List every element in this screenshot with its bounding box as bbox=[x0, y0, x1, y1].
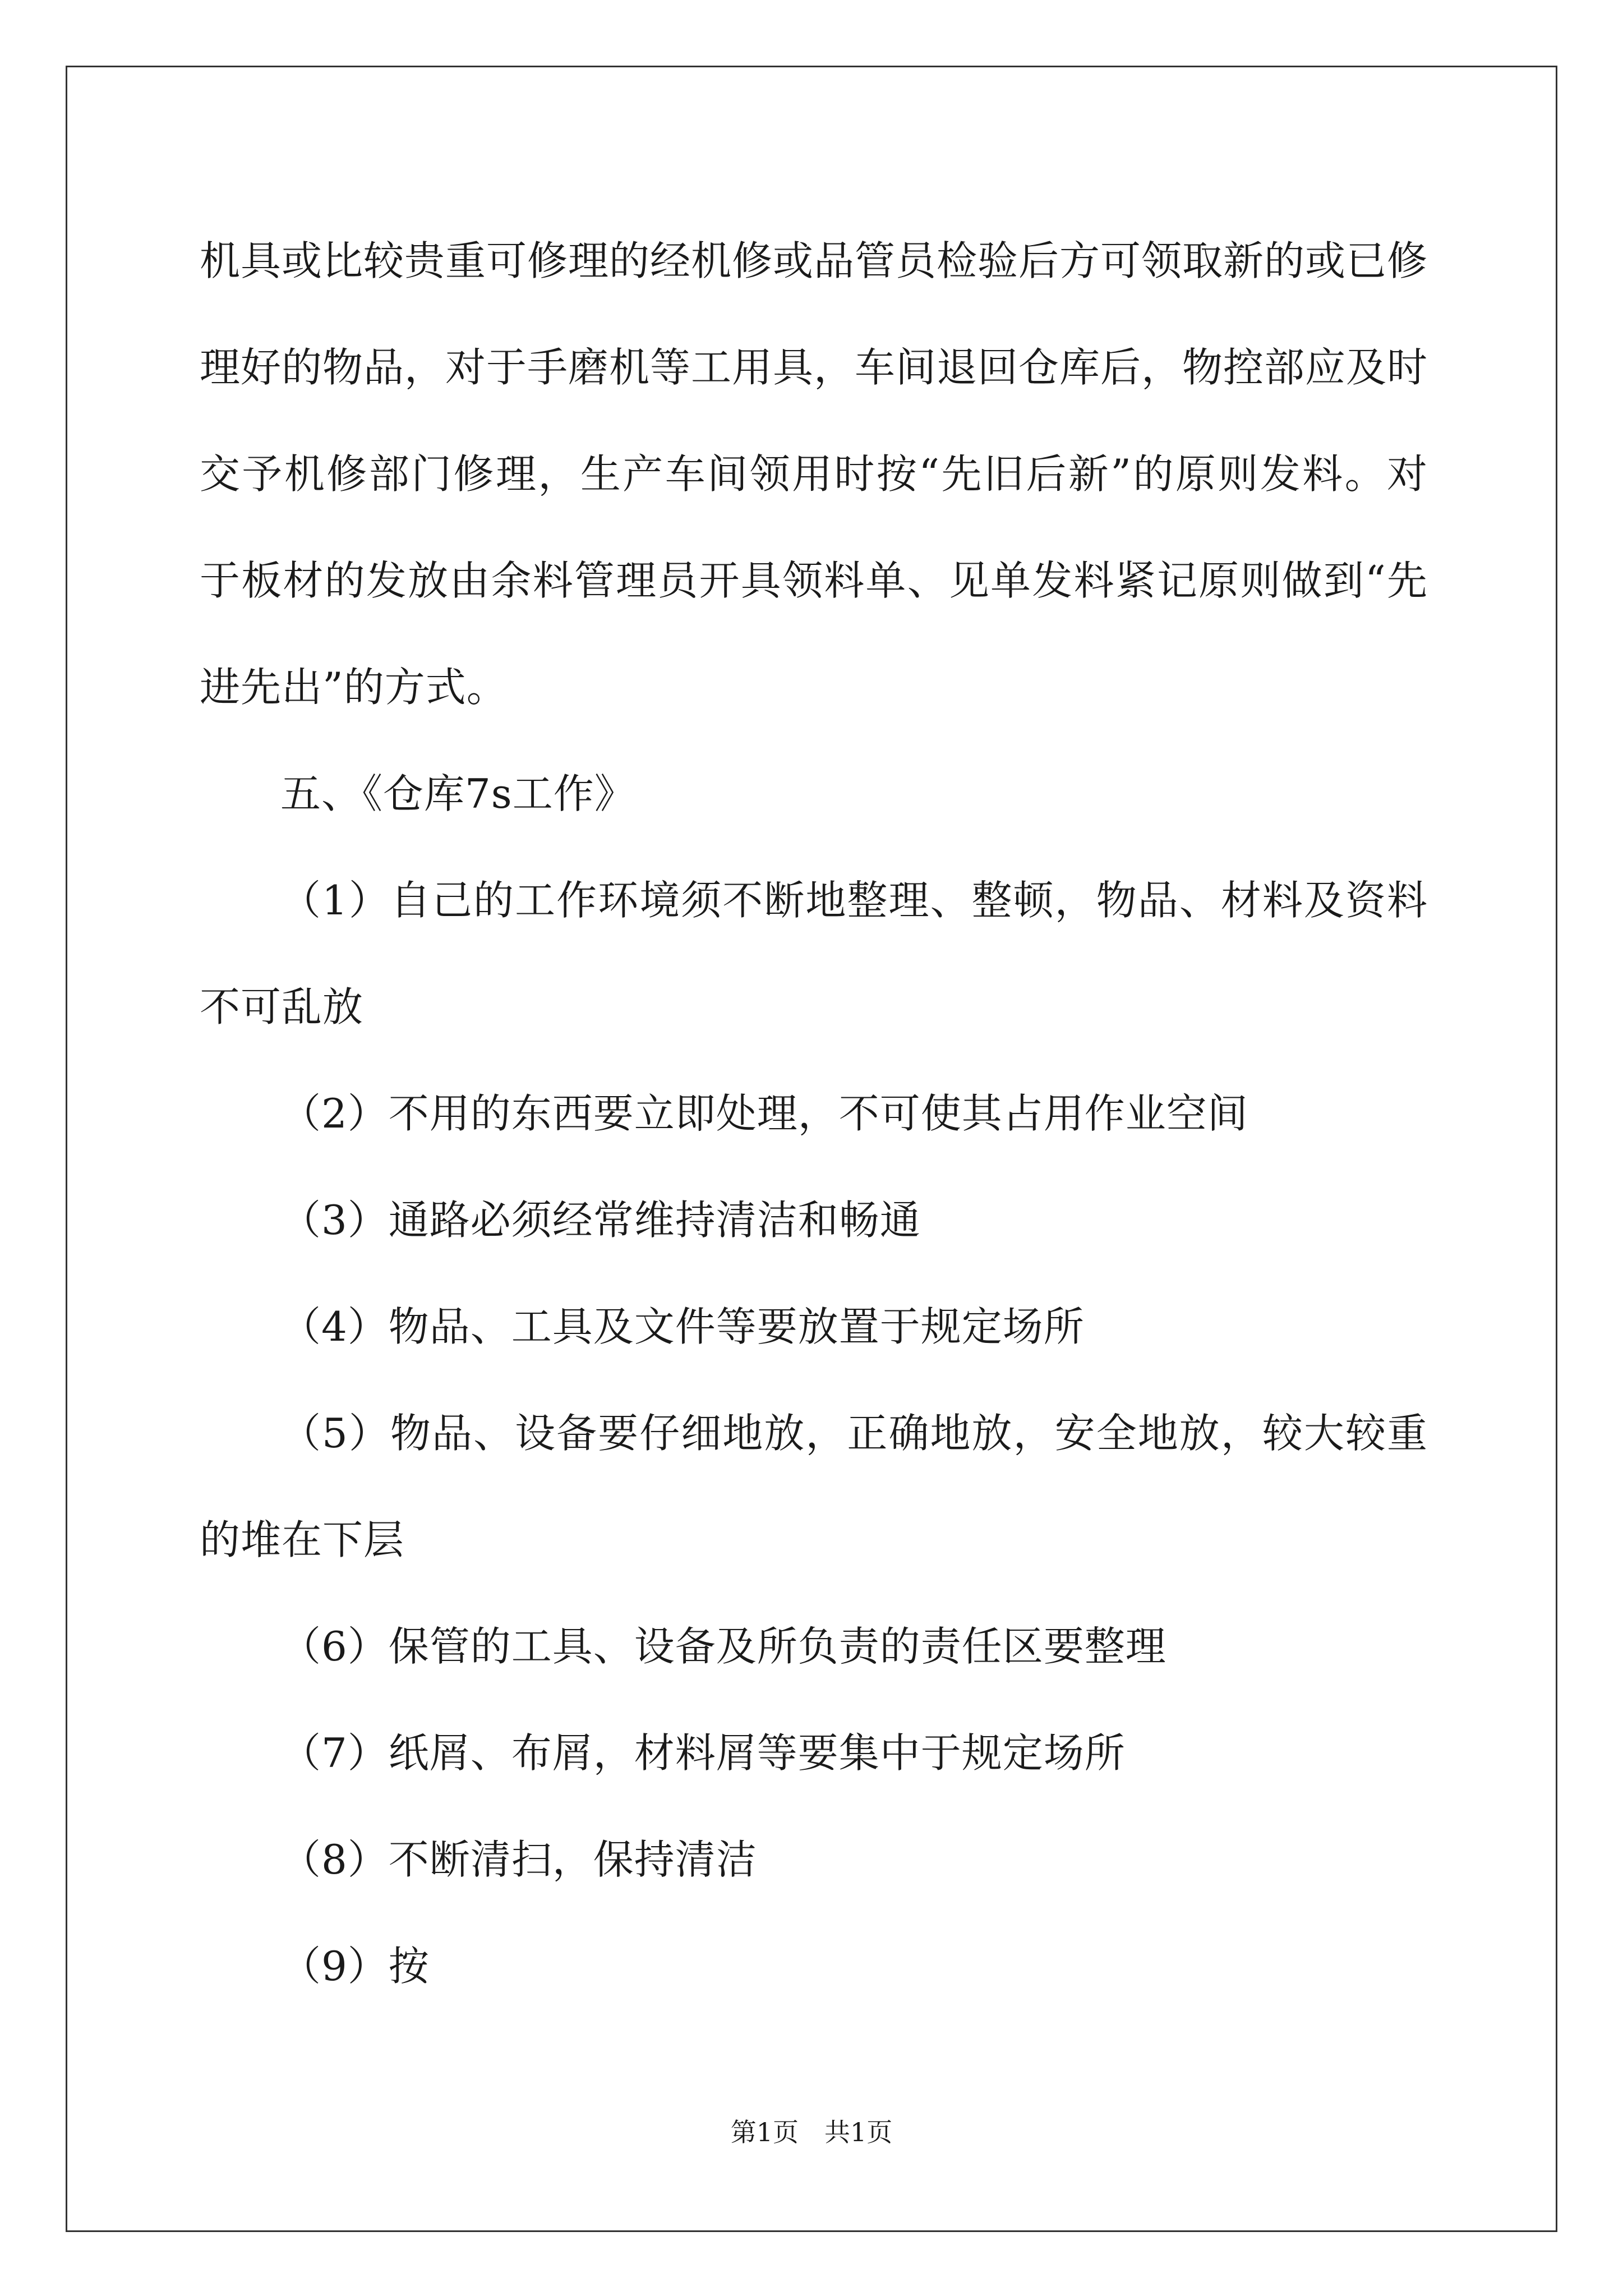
list-item: （6）保管的工具、设备及所负责的责任区要整理 bbox=[280, 1623, 1166, 1670]
page-footer bbox=[0, 2112, 1623, 2149]
page-number-total: 共1页 bbox=[824, 2117, 893, 2147]
list-item: （8）不断清扫，保持清洁 bbox=[280, 1836, 757, 1883]
list-item: （7）纸屑、布屑，材料屑等要集中于规定场所 bbox=[280, 1729, 1126, 1777]
section-heading: 五、《仓库7s工作》 bbox=[280, 770, 635, 817]
list-item: （1）自己的工作环境须不断地整理、整顿，物品、材料及资料不可乱放 bbox=[200, 877, 1428, 1030]
list-item: （2）不用的东西要立即处理，不可使其占用作业空间 bbox=[280, 1090, 1248, 1137]
list-item: （3）通路必须经常维持清洁和畅通 bbox=[280, 1197, 921, 1244]
list-item: （5）物品、设备要仔细地放，正确地放，安全地放，较大较重的堆在下层 bbox=[200, 1410, 1428, 1563]
list-item: （9）按 bbox=[280, 1943, 430, 1990]
page-number-current: 第1页 bbox=[730, 2117, 799, 2147]
paragraph-continuation: 机具或比较贵重可修理的经机修或品管员检验后方可领取新的或已修理好的物品，对于手磨机等工用具，车间退回仓库后，物控部应及时交予机修部门修理，生产车间领用时按“先旧后新”的原则发料。对于板材的发放由余料管理员开具领料单、见单发料紧记原则做到“先进先出”的方式。 bbox=[200, 237, 1428, 711]
document-body bbox=[200, 208, 1428, 2019]
list-item: （4）物品、工具及文件等要放置于规定场所 bbox=[280, 1303, 1085, 1350]
